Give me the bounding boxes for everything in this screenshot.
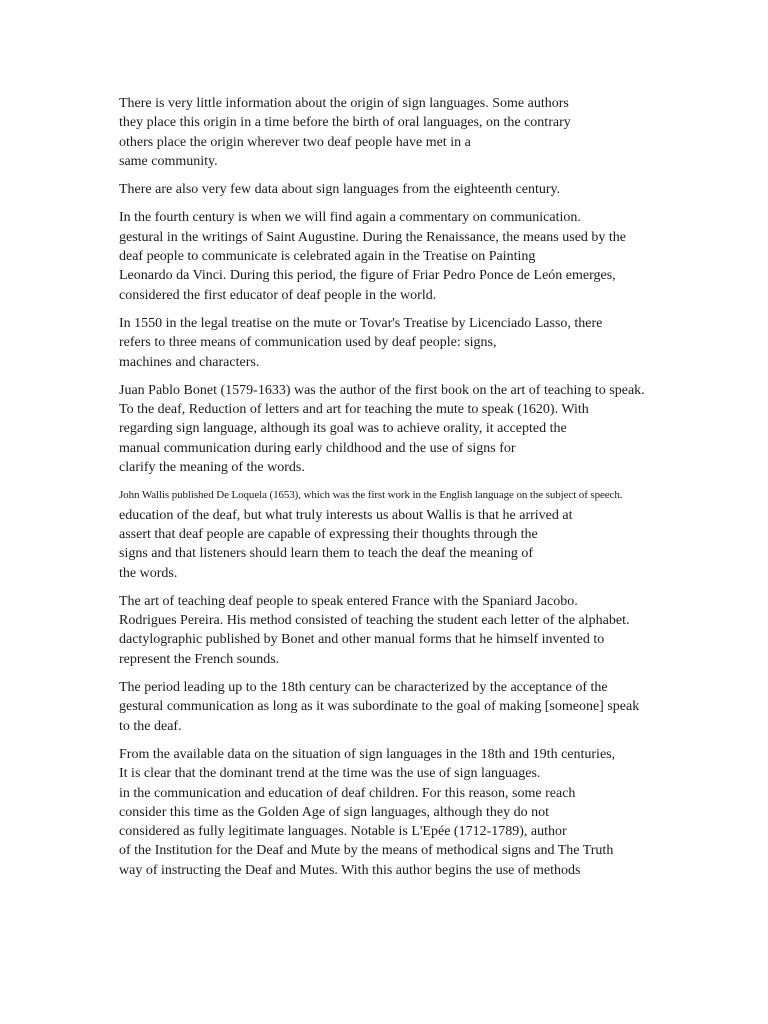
text-line: education of the deaf, but what truly interests us about Wallis is that he arrived at (119, 507, 573, 523)
text-line: way of instructing the Deaf and Mutes. With this author begins the use of methods (119, 862, 581, 878)
paragraph-1550-treatise (119, 314, 699, 372)
text-line: There is very little information about the origin of sign languages. Some authors (119, 96, 569, 111)
text-line: gestural communication as long as it was subordinate to the goal of making [someone] speak (119, 699, 640, 715)
text-line: clarify the meaning of the words. (119, 460, 305, 476)
text-line: signs and that listeners should learn them to teach the deaf the meaning of (119, 546, 534, 562)
text-line: dactylographic published by Bonet and other manual forms that he himself invented to (119, 632, 605, 648)
text-line: regarding sign language, although its goal was to achieve orality, it accepted the (119, 421, 567, 437)
paragraph-wallis (119, 486, 699, 582)
paragraph-bonet (119, 381, 699, 477)
text-line: of the Institution for the Deaf and Mute by the means of methodical signs and The Truth (119, 843, 614, 859)
text-line: In 1550 in the legal treatise on the mute or Tovar's Treatise by Licenciado Lasso, there (119, 315, 603, 331)
text-line: To the deaf, Reduction of letters and art for teaching the mute to speak (1620). With (119, 402, 589, 418)
text-line: refers to three means of communication used by deaf people: signs, (119, 335, 497, 351)
text-line: in the communication and education of deaf children. For this reason, some reach (119, 785, 576, 801)
paragraph-pereira (119, 592, 699, 669)
text-line: Rodrigues Pereira. His method consisted of teaching the student each letter of the alphabet. (119, 613, 630, 629)
text-line: The period leading up to the 18th century can be characterized by the acceptance of the (119, 680, 608, 696)
text-line: Leonardo da Vinci. During this period, the figure of Friar Pedro Ponce de León emerges, (119, 268, 616, 284)
text-line: represent the French sounds. (119, 651, 280, 667)
text-line: considered as fully legitimate languages. Notable is L'Epée (1712-1789), author (119, 824, 567, 840)
paragraph-eighteenth-century (119, 180, 699, 199)
text-line: There are also very few data about sign languages from the eighteenth century. (119, 182, 561, 198)
text-line: In the fourth century is when we will find again a commentary on communication. (119, 210, 581, 226)
text-line: the words. (119, 565, 178, 581)
text-line: machines and characters. (119, 354, 260, 370)
paragraph-18th-century-period (119, 678, 699, 736)
paragraph-fourth-century (119, 208, 699, 304)
text-line: same community. (119, 153, 218, 169)
text-line: others place the origin wherever two deaf people have met in a (119, 134, 471, 150)
text-line: It is clear that the dominant trend at the time was the use of sign languages. (119, 766, 541, 782)
paragraph-golden-age (119, 745, 699, 880)
text-line: The art of teaching deaf people to speak entered France with the Spaniard Jacobo. (119, 593, 578, 609)
text-line: they place this origin in a time before the birth of oral languages, on the contrary (119, 115, 571, 131)
text-line: assert that deaf people are capable of expressing their thoughts through the (119, 526, 538, 542)
paragraph-origin (119, 94, 699, 171)
text-line: consider this time as the Golden Age of sign languages, although they do not (119, 804, 550, 820)
text-line: John Wallis published De Loquela (1653), which was the first work in the English language on the subject of speech. (119, 489, 623, 502)
text-line: From the available data on the situation of sign languages in the 18th and 19th centuries, (119, 746, 616, 762)
text-line: gestural in the writings of Saint Augustine. During the Renaissance, the means used by the (119, 229, 627, 245)
text-line: manual communication during early childhood and the use of signs for (119, 440, 516, 456)
text-line: to the deaf. (119, 718, 182, 734)
text-line: Juan Pablo Bonet (1579-1633) was the author of the first book on the art of teaching to speak. (119, 382, 645, 398)
document-body (119, 94, 699, 889)
text-line: considered the first educator of deaf people in the world. (119, 287, 437, 303)
text-line: deaf people to communicate is celebrated again in the Treatise on Painting (119, 249, 536, 265)
